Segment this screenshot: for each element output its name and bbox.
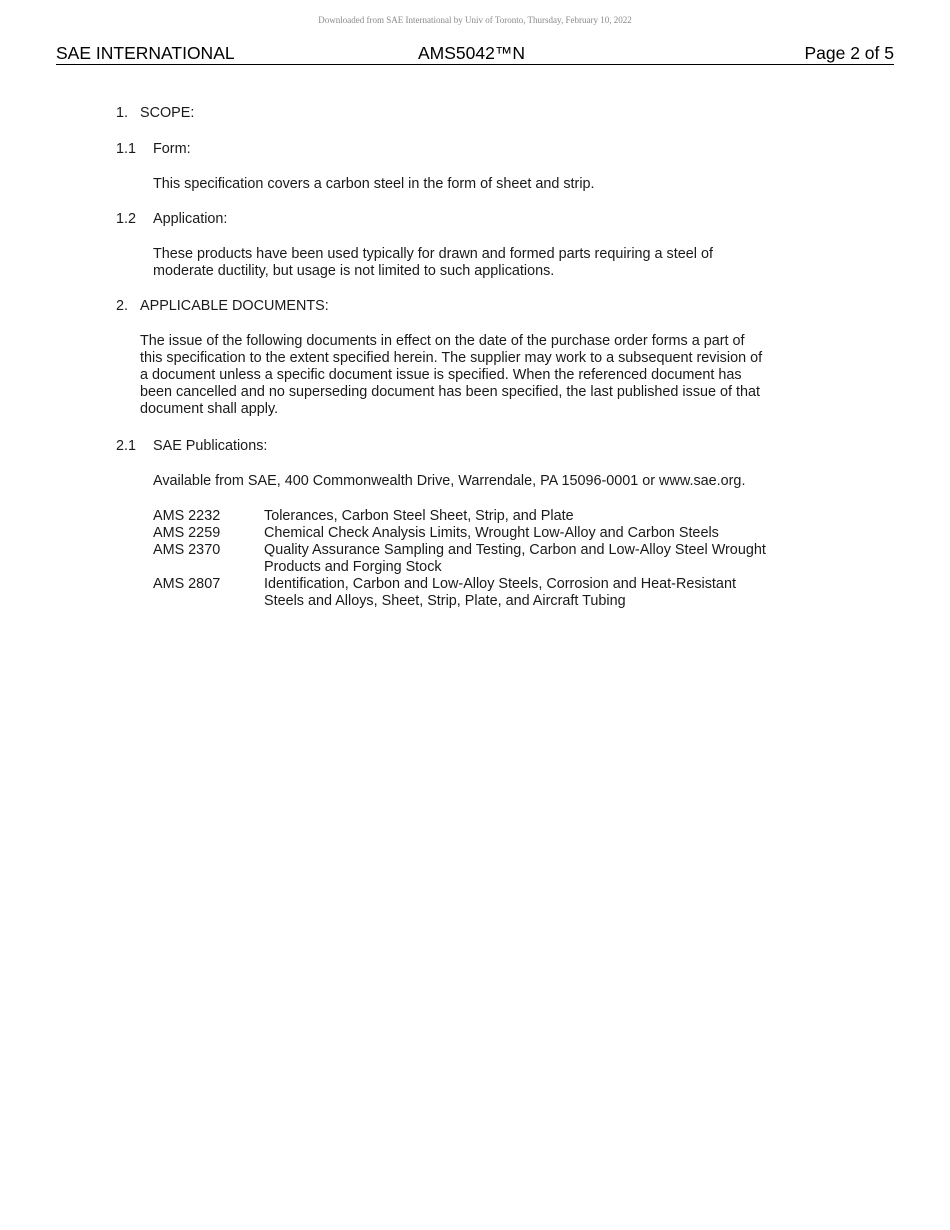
reference-title-line: Tolerances, Carbon Steel Sheet, Strip, and Plate bbox=[264, 508, 574, 524]
header-document-number: AMS5042™N bbox=[418, 43, 525, 63]
section-heading-applicable-documents bbox=[116, 298, 329, 315]
reference-id: AMS 2259 bbox=[153, 525, 221, 541]
header-organization: SAE INTERNATIONAL bbox=[56, 43, 235, 63]
section-heading-scope bbox=[116, 105, 194, 122]
reference-row bbox=[153, 576, 813, 610]
section-number: 1. bbox=[116, 105, 129, 121]
section-number: 2. bbox=[116, 298, 129, 314]
section-heading-application bbox=[116, 211, 227, 228]
paragraph-line: this specification to the extent specified herein. The supplier may work to a subsequent revision of bbox=[140, 350, 763, 366]
section-title: Application: bbox=[153, 211, 228, 227]
reference-row bbox=[153, 525, 813, 542]
paragraph-line: document shall apply. bbox=[140, 401, 279, 417]
reference-title-line: Products and Forging Stock bbox=[264, 559, 442, 575]
paragraph-line: The issue of the following documents in effect on the date of the purchase order forms a part of bbox=[140, 333, 745, 349]
reference-id: AMS 2370 bbox=[153, 542, 221, 558]
reference-title bbox=[264, 525, 813, 542]
header-page-number: Page 2 of 5 bbox=[804, 43, 894, 63]
reference-title-line: Steels and Alloys, Sheet, Strip, Plate, and Aircraft Tubing bbox=[264, 593, 626, 609]
paragraph-line: a document unless a specific document issue is specified. When the referenced document has bbox=[140, 367, 742, 383]
applicable-documents-paragraph bbox=[140, 333, 820, 418]
reference-title-line: Chemical Check Analysis Limits, Wrought Low-Alloy and Carbon Steels bbox=[264, 525, 719, 541]
paragraph-line: been cancelled and no superseding document has been specified, the last published issue of that bbox=[140, 384, 761, 400]
section-title: SAE Publications: bbox=[153, 438, 268, 454]
page-header bbox=[56, 43, 894, 65]
section-number: 2.1 bbox=[116, 438, 137, 454]
reference-row bbox=[153, 508, 813, 525]
paragraph-line: These products have been used typically for drawn and formed parts requiring a steel of bbox=[153, 246, 713, 262]
paragraph-line: This specification covers a carbon steel in the form of sheet and strip. bbox=[153, 176, 595, 192]
reference-title bbox=[264, 508, 813, 525]
reference-title-line: Quality Assurance Sampling and Testing, Carbon and Low-Alloy Steel Wrought bbox=[264, 542, 766, 558]
section-title: SCOPE: bbox=[140, 105, 195, 121]
paragraph-line: Available from SAE, 400 Commonwealth Drive, Warrendale, PA 15096-0001 or www.sae.org. bbox=[153, 473, 746, 489]
reference-title-line: Identification, Carbon and Low-Alloy Steels, Corrosion and Heat-Resistant bbox=[264, 576, 736, 592]
reference-title bbox=[264, 576, 813, 610]
section-heading-form bbox=[116, 141, 191, 158]
section-title: Form: bbox=[153, 141, 191, 157]
reference-row bbox=[153, 542, 813, 576]
application-paragraph bbox=[153, 246, 813, 280]
section-title: APPLICABLE DOCUMENTS: bbox=[140, 298, 329, 314]
reference-id: AMS 2232 bbox=[153, 508, 221, 524]
section-number: 1.2 bbox=[116, 211, 137, 227]
download-notice: Downloaded from SAE International by Univ of Toronto, Thursday, February 10, 2022 bbox=[318, 15, 632, 25]
form-paragraph bbox=[153, 176, 813, 193]
section-number: 1.1 bbox=[116, 141, 137, 157]
reference-id: AMS 2807 bbox=[153, 576, 221, 592]
reference-title bbox=[264, 542, 813, 576]
reference-list bbox=[153, 508, 813, 610]
section-heading-sae-publications bbox=[116, 438, 267, 455]
sae-availability-paragraph bbox=[153, 473, 813, 490]
paragraph-line: moderate ductility, but usage is not limited to such applications. bbox=[153, 263, 555, 279]
